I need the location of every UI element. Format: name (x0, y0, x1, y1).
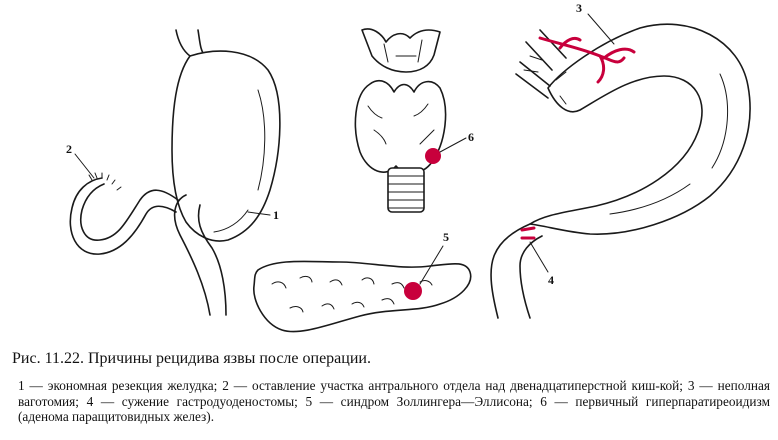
label-1: 1 (273, 208, 279, 222)
label-5: 5 (443, 230, 449, 244)
label-4: 4 (548, 273, 554, 287)
vagotomy-stomach-drawing (491, 1, 750, 318)
stricture-mark (522, 228, 534, 238)
label-2: 2 (66, 142, 72, 156)
gastrinoma-mark (404, 282, 422, 300)
parathyroid-adenoma-mark (425, 148, 441, 164)
pancreas-drawing (254, 230, 471, 332)
figure-caption: Рис. 11.22. Причины рецидива язвы после операции. (12, 350, 371, 367)
label-6: 6 (468, 130, 474, 144)
thyroid-larynx-drawing (355, 29, 474, 212)
label-3: 3 (576, 1, 582, 15)
resected-stomach-drawing (66, 30, 280, 315)
figure-legend: 1 — экономная резекция желудка; 2 — оставление участка антрального отдела над двенадцатиперстной киш-кой; 3 — неполная ваготомия; 4 — сужение гастродуоденостомы; 5 — синдром Золлингера—Эллисона; 6 — первичный гиперпаратиреоидизм (аденома паращитовидных желез). (18, 378, 770, 424)
